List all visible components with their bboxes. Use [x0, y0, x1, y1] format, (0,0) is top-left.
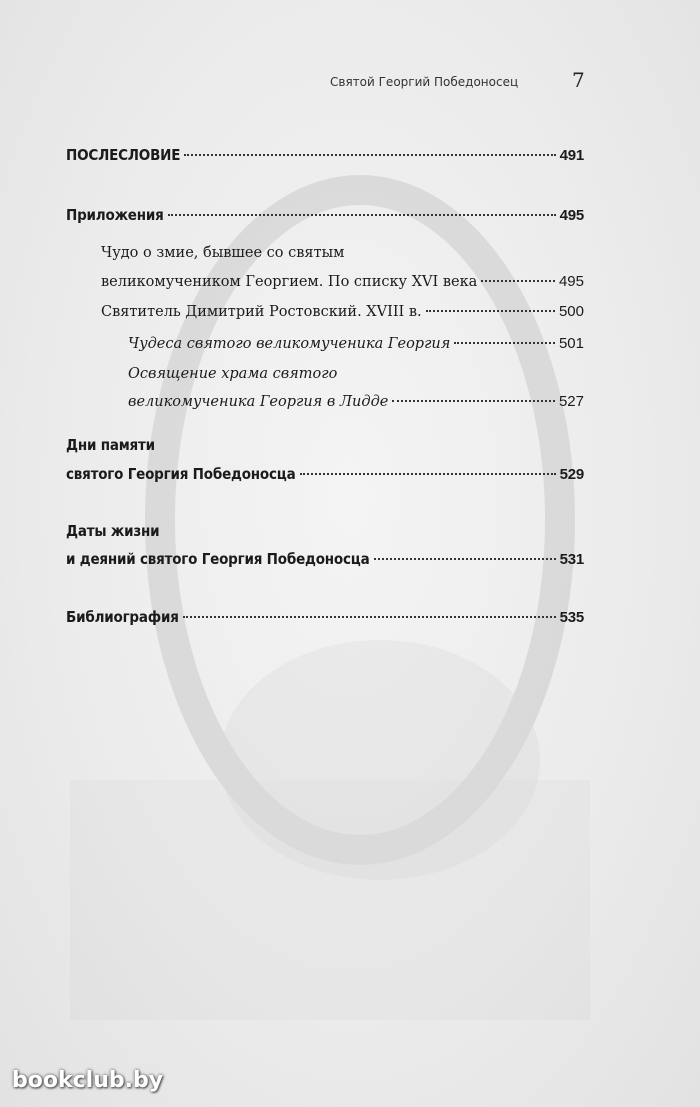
toc-page: 495 [558, 273, 584, 290]
dot-leader [426, 310, 555, 312]
page-number: 7 [572, 68, 585, 92]
toc-page: 531 [559, 551, 584, 568]
toc-entry-miracle[interactable] [101, 273, 584, 290]
toc-label: Святитель Димитрий Ростовский. XVIII в. [101, 304, 422, 320]
toc-entry-consecration[interactable] [128, 393, 584, 410]
running-title: Святой Георгий Победоносец [330, 75, 519, 89]
toc-page: 495 [559, 207, 584, 224]
toc-entry-miracles[interactable] [128, 335, 584, 352]
toc-memory-line1: Дни памяти [66, 436, 155, 454]
toc-miracle-line1: Чудо о змие, бывшее со святым [101, 245, 345, 261]
site-watermark: bookclub.by [12, 1068, 164, 1093]
toc-dates-line1: Даты жизни [66, 522, 160, 540]
toc-consecration-line1: Освящение храма святого [128, 366, 338, 382]
toc-entry-dimitry[interactable] [101, 303, 584, 320]
toc-label: великомучеником Георгием. По списку XVI века [101, 274, 478, 290]
dot-leader [300, 473, 556, 475]
toc-page: 527 [558, 393, 584, 410]
dot-leader [168, 214, 556, 216]
dot-leader [481, 280, 555, 282]
toc-label: ПОСЛЕСЛОВИЕ [66, 146, 181, 164]
dot-leader [374, 558, 556, 560]
toc-page: 500 [558, 303, 584, 320]
dot-leader [184, 154, 555, 156]
dot-leader [454, 342, 555, 344]
toc-label: святого Георгия Победоносца [66, 465, 296, 483]
toc-entry-bibliography[interactable] [66, 608, 584, 626]
toc-page: 529 [559, 466, 584, 483]
dot-leader [392, 400, 555, 402]
toc-page: 501 [558, 335, 584, 352]
toc-label: Чудеса святого великомученика Георгия [128, 336, 451, 352]
toc-page: 535 [559, 609, 584, 626]
toc-entry-memory-days[interactable] [66, 465, 584, 483]
toc-label: и деяний святого Георгия Победоносца [66, 550, 370, 568]
dot-leader [183, 616, 556, 618]
toc-entry-life-dates[interactable] [66, 550, 584, 568]
toc-label: Приложения [66, 206, 164, 224]
toc-entry-appendices[interactable] [66, 206, 584, 224]
toc-label: Библиография [66, 608, 179, 626]
toc-entry-afterword[interactable] [66, 146, 584, 164]
toc-label: великомученика Георгия в Лидде [128, 394, 389, 410]
toc-page: 491 [559, 147, 584, 164]
